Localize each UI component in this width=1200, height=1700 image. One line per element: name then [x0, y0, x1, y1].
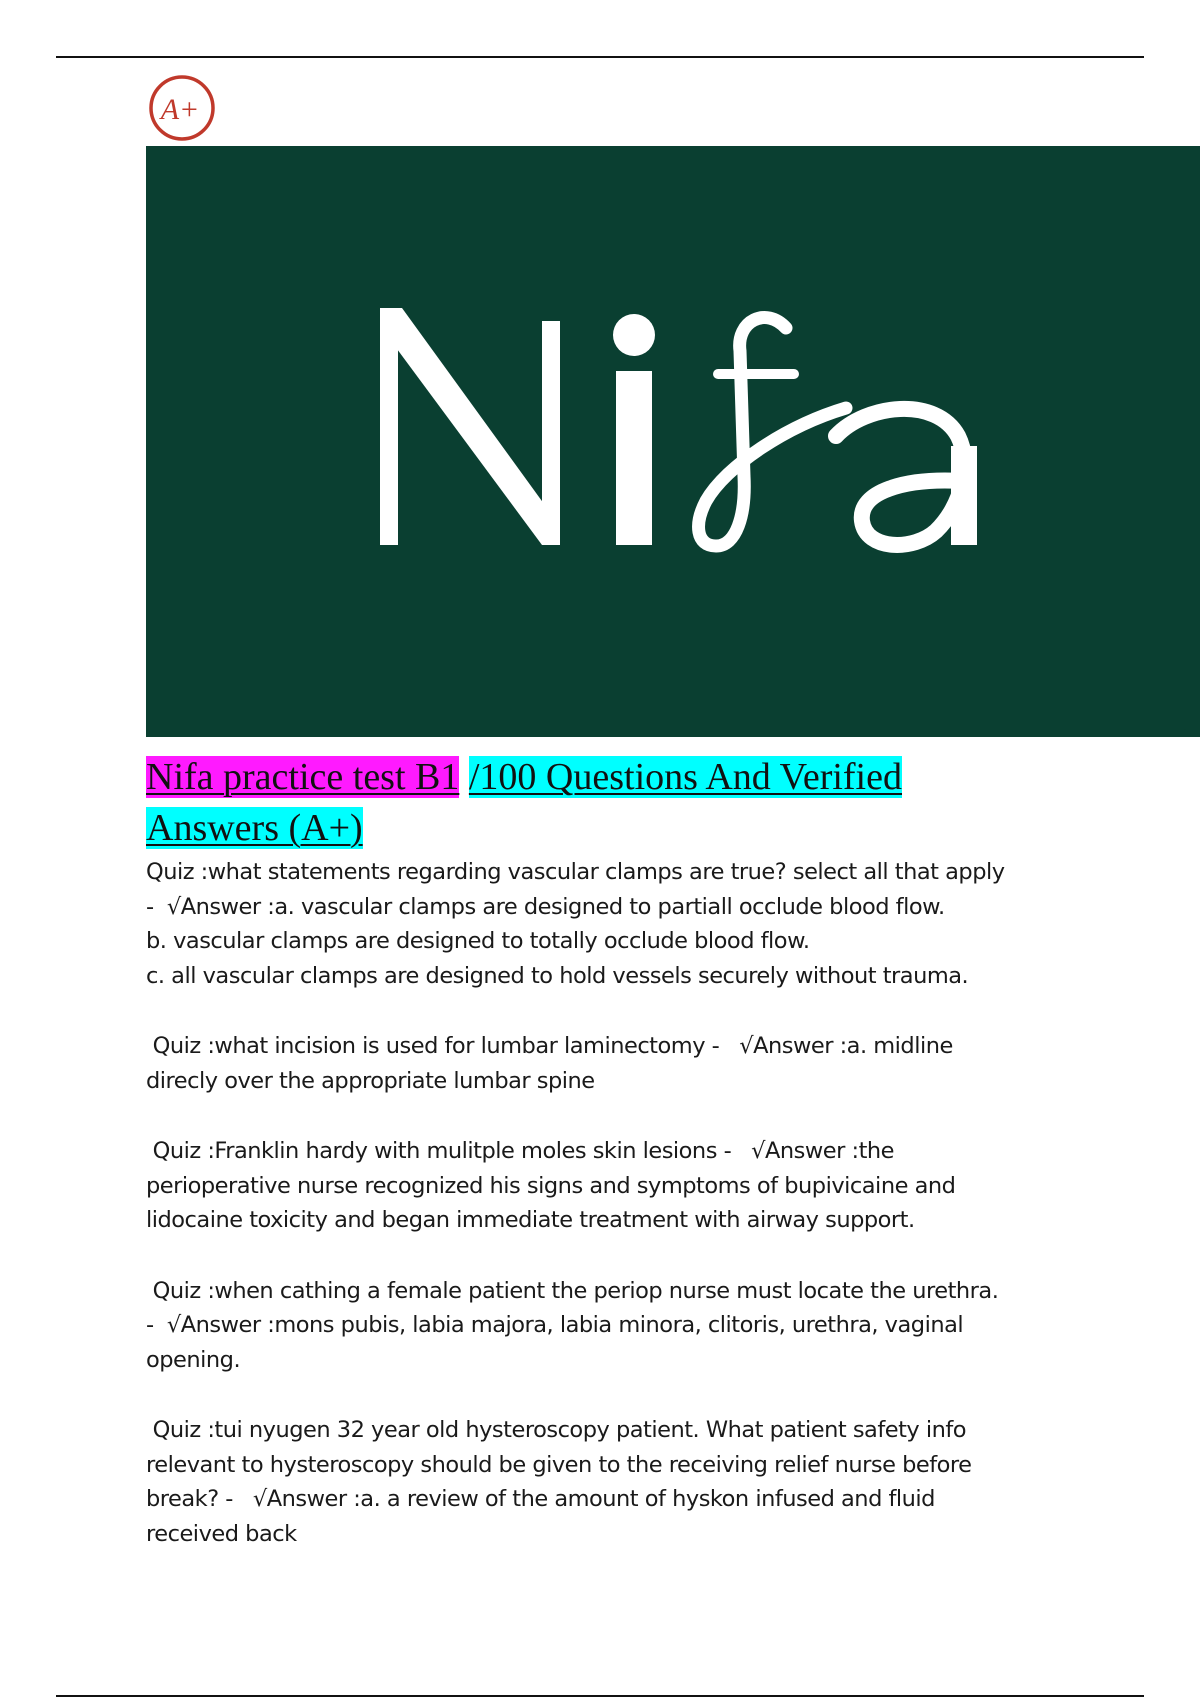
qa-item: [146, 1413, 1126, 1551]
title-part-2: /100 Questions And Verified: [468, 756, 902, 798]
title-part-3: Answers (A+): [146, 807, 363, 849]
question-answer-list: [146, 855, 1126, 1587]
qa-item: [146, 1029, 1126, 1098]
qa-line: Quiz :Franklin hardy with mulitple moles skin lesions - √Answer :the: [146, 1138, 895, 1164]
qa-line: break? - √Answer :a. a review of the amount of hyskon infused and fluid: [146, 1486, 935, 1512]
footer-rule: [56, 1695, 1144, 1697]
qa-item: [146, 1134, 1126, 1238]
qa-line: b. vascular clamps are designed to totally occlude blood flow.: [146, 928, 810, 954]
qa-line: c. all vascular clamps are designed to hold vessels securely without trauma.: [146, 962, 969, 989]
qa-line: Quiz :what incision is used for lumbar laminectomy - √Answer :a. midline: [146, 1033, 953, 1059]
grade-a-plus-icon: [146, 72, 218, 142]
document-title: [146, 752, 1126, 854]
brand-banner: [146, 146, 1200, 737]
nifa-logo: [146, 146, 1200, 737]
qa-line: Quiz :what statements regarding vascular clamps are true? select all that apply: [146, 859, 1005, 885]
brand-name-text: Nifa: [1184, 730, 1186, 731]
grade-mark-text: A+: [160, 93, 200, 126]
qa-line: relevant to hysteroscopy should be given to the receiving relief nurse before: [146, 1451, 972, 1478]
qa-line: direcly over the appropriate lumbar spine: [146, 1067, 595, 1094]
nifa-script-fa: [699, 318, 965, 546]
qa-line: - √Answer :mons pubis, labia majora, labia minora, clitoris, urethra, vaginal: [146, 1312, 964, 1338]
qa-line: Quiz :when cathing a female patient the periop nurse must locate the urethra.: [146, 1277, 999, 1304]
qa-line: opening.: [146, 1346, 241, 1373]
header-rule: [56, 56, 1144, 58]
qa-item: [146, 1274, 1126, 1378]
qa-line: received back: [146, 1520, 297, 1547]
qa-line: perioperative nurse recognized his signs and symptoms of bupivicaine and: [146, 1172, 956, 1199]
qa-line: lidocaine toxicity and began immediate treatment with airway support.: [146, 1207, 915, 1233]
qa-item: [146, 855, 1126, 993]
nifa-wordmark: [380, 308, 655, 545]
qa-line: Quiz :tui nyugen 32 year old hysteroscopy patient. What patient safety info: [146, 1417, 967, 1443]
title-part-1: Nifa practice test B1: [146, 756, 460, 798]
qa-line: - √Answer :a. vascular clamps are designed to partiall occlude blood flow.: [146, 893, 945, 920]
